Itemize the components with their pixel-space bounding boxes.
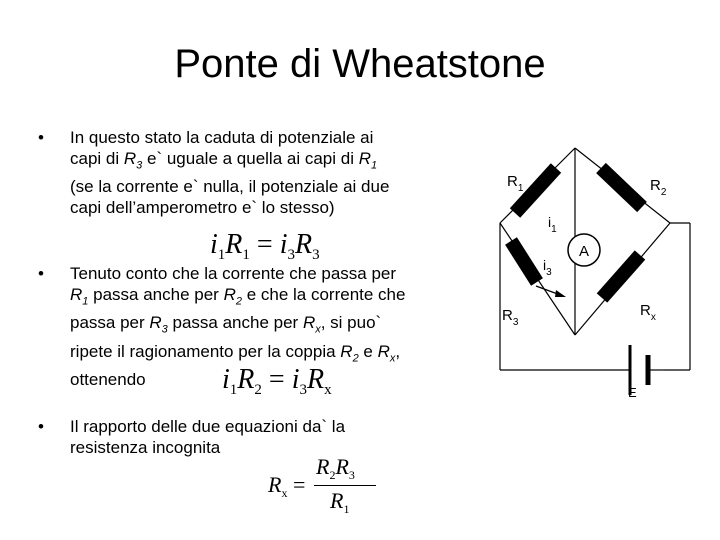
bullet-dot-3: • xyxy=(38,417,44,436)
math-variable: $R_1$ xyxy=(70,285,89,308)
math-variable: $R_3$ xyxy=(149,313,168,336)
label-r2: $R_2$ xyxy=(650,177,667,198)
bullet-line: passa per $R_3$ passa anche per $R_x$, si puo` xyxy=(70,313,382,336)
bullet-dot-1: • xyxy=(38,128,44,147)
label-i1: $i_1$ xyxy=(548,214,557,235)
label-i3: $i_3$ xyxy=(543,257,552,278)
math-variable: $R_1$ xyxy=(358,149,378,172)
resistor-rx xyxy=(602,255,640,298)
bullet-line: resistenza incognita xyxy=(70,438,221,457)
label-rx: $R_x$ xyxy=(640,302,656,323)
slide-title: Ponte di Wheatstone xyxy=(174,42,546,86)
resistor-r2 xyxy=(601,168,642,207)
eq3-lhs: $R_x$ = xyxy=(268,472,306,500)
math-variable: $R_x$ xyxy=(302,313,321,336)
bullet-line: capi di $R_3$ e` uguale a quella ai capi di $R_1$ xyxy=(70,149,378,172)
bullet-line: Tenuto conto che la corrente che passa per xyxy=(70,264,397,283)
bullet-line: capi dell’amperometro e` lo stesso) xyxy=(70,198,335,218)
equation-2: $i_1R_2 = i_3R_x$ xyxy=(222,364,332,398)
bullet-line: $R_1$ passa anche per $R_2$ e che la corrente che xyxy=(70,285,406,308)
bullet-line: ottenendo xyxy=(70,370,146,390)
eq3-denominator: $R_1$ xyxy=(330,488,350,516)
math-variable: $R_2$ xyxy=(340,341,359,365)
equation-1: $i_1R_1 = i_3R_3$ xyxy=(210,229,320,263)
bullet-line: Il rapporto delle due equazioni da` la xyxy=(70,417,346,436)
bullet-dot-2: • xyxy=(38,264,44,283)
eq3-numerator: $R_2R_3$ xyxy=(316,454,355,482)
label-battery: E xyxy=(628,385,637,400)
math-variable: $R_2$ xyxy=(223,285,242,308)
math-variable: $R_3$ xyxy=(123,149,143,172)
math-variable: $R_x$ xyxy=(377,341,396,365)
bullet-line: ripete il ragionamento per la coppia $R_2$ e $R_x$, xyxy=(70,341,401,365)
bullet-line: In questo stato la caduta di potenziale ai xyxy=(70,128,374,147)
ammeter-label: A xyxy=(579,243,590,260)
label-r1: $R_1$ xyxy=(507,173,524,194)
label-r3: $R_3$ xyxy=(502,307,519,328)
bullet-line: (se la corrente e` nulla, il potenziale ai due xyxy=(70,177,390,197)
arrow-i3-head xyxy=(555,290,566,297)
resistor-r3 xyxy=(511,241,537,282)
